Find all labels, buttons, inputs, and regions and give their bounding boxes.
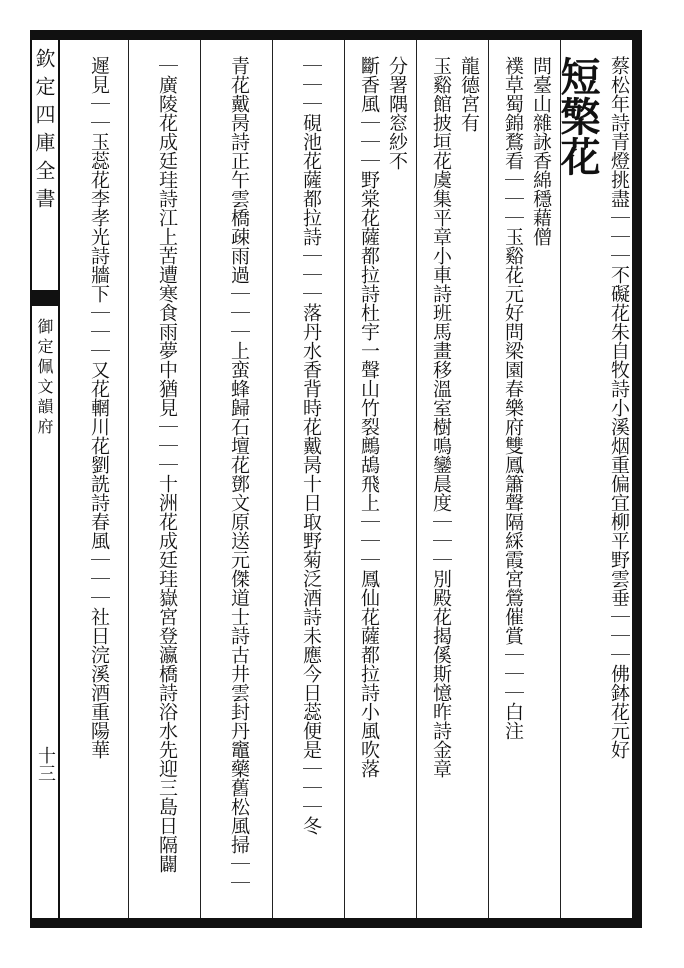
book-title: 御定佩文韻府 — [35, 318, 54, 438]
column-rule — [416, 40, 417, 918]
text-column-5 — [274, 56, 340, 916]
text-column-2 — [490, 56, 556, 916]
column-text: 遲見｜｜玉蕊花李孝光詩牆下｜｜｜又花輞川花劉詵詩春風｜｜｜社日浣溪酒重陽華 — [88, 56, 110, 759]
column-text: 襆草蜀錦鶩看｜｜｜玉谿花元好問梁園春樂府雙鳳簫聲隔綵霞宮鶯催賞｜｜｜白注 — [502, 56, 524, 740]
text-column-3 — [418, 56, 484, 916]
column-text: 斷香風｜｜｜野棠花薩都拉詩杜宇一聲山竹裂鷓鴣飛上｜｜｜鳳仙花薩都拉詩小風吹落 — [358, 56, 380, 778]
column-text: 分署隅窓紗不 — [386, 56, 408, 170]
frame-right-border — [632, 30, 642, 928]
text-column-4 — [346, 56, 412, 916]
column-rule — [272, 40, 273, 918]
page-number: 十三 — [35, 746, 56, 782]
column-text: 玉谿館披垣花虞集平章小車詩班馬畫移溫室樹鳴鑾晨度｜｜｜別殿花揭傒斯憶昨詩金章 — [430, 56, 452, 778]
column-rule — [200, 40, 201, 918]
column-rule — [344, 40, 345, 918]
column-text: 蔡松年詩青燈挑盡｜｜｜不礙花朱自牧詩小溪烟重偏宜柳平野雲垂｜｜｜佛鉢花元好 — [608, 56, 630, 759]
column-text: 問臺山雜詠香綿穩藉僧 — [530, 56, 552, 246]
column-rule — [128, 40, 129, 918]
text-column-7 — [130, 56, 196, 916]
frame-bottom-border — [30, 918, 642, 928]
margin-fish-tail — [30, 290, 60, 306]
text-column-6 — [202, 56, 268, 916]
text-column-1 — [554, 56, 632, 916]
column-text: ｜｜｜硯池花薩都拉詩｜｜｜落丹水香背時花戴昺十日取野菊泛酒詩未應今日蕊便是｜｜｜冬 — [300, 56, 322, 835]
column-text: ｜廣陵花成廷珪詩江上苦遭寒食雨夢中猶見｜｜｜十洲花成廷珪嶽宮登瀛橋詩浴水先迎三島日隔闢 — [156, 56, 178, 873]
column-text: 青花戴昺詩正午雲橋疎雨過｜｜｜上蛮蜂歸石壇花鄧文原送元傑道士詩古井雲封丹竈藥舊松風掃｜｜ — [228, 56, 250, 892]
column-rule — [488, 40, 489, 918]
column-text: 龍德宮有 — [458, 56, 480, 132]
entry-heading: 短檠花 — [554, 56, 601, 176]
collection-title: 欽定四庫全書 — [32, 48, 56, 216]
text-column-8 — [62, 56, 128, 916]
frame-top-border — [30, 30, 642, 40]
